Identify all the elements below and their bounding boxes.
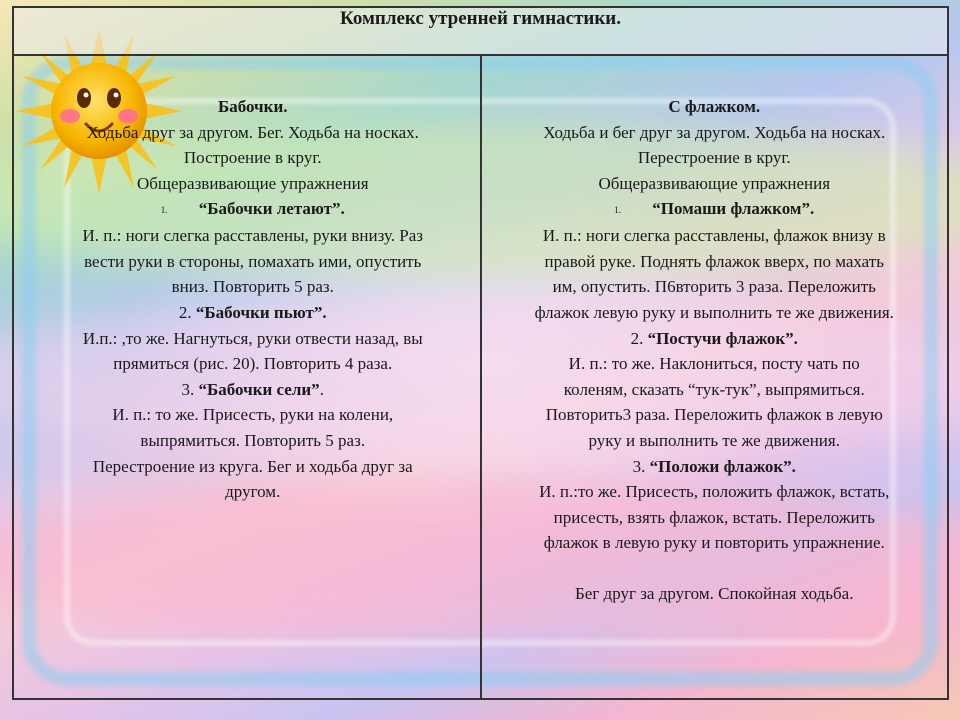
text-line: И. п.: ноги слегка расставлены, руки внизу. Раз: [82, 226, 423, 246]
spacer: [490, 556, 940, 581]
exercise-name-dot: .: [319, 379, 324, 399]
section-title: С флажком.: [668, 97, 761, 116]
text-line: правой руке. Поднять флажок вверх, по махать: [544, 251, 884, 271]
text-line: И.п.: ,то же. Нагнуться, руки отвести назад, вы: [82, 328, 423, 348]
text-line: флажок в левую руку и повторить упражнение.: [543, 533, 885, 553]
exercise-number: 3.: [632, 456, 646, 476]
text-line: им, опустить. П6вторить 3 раза. Переложить: [552, 277, 876, 297]
text-line: вниз. Повторить 5 раз.: [171, 277, 334, 297]
column-butterflies: [13, 55, 481, 699]
column-flag: [481, 55, 949, 699]
exercise-heading: [490, 454, 940, 480]
table-title: Комплекс утренней гимнастики.: [13, 7, 948, 55]
text-line: Перестроение в круг.: [637, 148, 791, 168]
exercise-heading: [32, 196, 474, 223]
text-line: вести руки в стороны, помахать ими, опустить: [84, 251, 422, 271]
text-line: Ходьба друг за другом. Бег. Ходьба на носках.: [86, 122, 419, 142]
text-line: Повторить3 раза. Переложить флажок в левую: [545, 405, 883, 425]
text-line: присесть, взять флажок, встать. Переложить: [553, 507, 875, 527]
exercise-name: “Бабочки сели”: [198, 379, 320, 399]
exercise-number: 1.: [160, 204, 168, 215]
exercise-heading: [490, 196, 940, 223]
exercise-heading: [32, 300, 474, 326]
text-line: руку и выполнить те же движения.: [588, 431, 840, 451]
exercise-number: 2.: [178, 303, 192, 323]
exercise-name: “Бабочки пьют”.: [195, 303, 327, 323]
exercise-name: “Положи флажок”.: [649, 456, 796, 476]
text-line: И. п.: то же. Наклониться, посту чать по: [568, 354, 860, 374]
exercise-heading: [32, 377, 474, 403]
exercise-number: 1.: [614, 204, 621, 215]
exercise-name: “Помаши флажком”.: [652, 199, 815, 219]
section-title: Бабочки.: [217, 97, 288, 116]
text-line: коленям, сказать “тук-тук”, выпрямиться.: [563, 379, 865, 399]
text-line: Общеразвивающие упражнения: [598, 173, 831, 193]
text-line: Бег друг за другом. Спокойная ходьба.: [575, 583, 854, 603]
text-line: Построение в круг.: [183, 148, 322, 168]
exercise-heading: [490, 326, 940, 352]
text-line: И. п.: то же. Присесть, руки на колени,: [112, 405, 394, 425]
exercise-number: 3.: [181, 379, 195, 399]
text-line: И. п.:то же. Присесть, положить флажок, встать,: [539, 482, 890, 502]
text-line: прямиться (рис. 20). Повторить 4 раза.: [113, 354, 393, 374]
text-line: Перестроение из круга. Бег и ходьба друг за: [92, 456, 413, 476]
text-line: Общеразвивающие упражнения: [136, 173, 369, 193]
exercise-number: 2.: [630, 328, 644, 348]
text-line: выпрямиться. Повторить 5 раз.: [140, 431, 366, 451]
text-line: И. п.: ноги слегка расставлены, флажок внизу в: [542, 226, 886, 246]
exercise-name: “Бабочки летают”.: [198, 199, 345, 219]
text-line: Ходьба и бег друг за другом. Ходьба на носках.: [543, 122, 886, 142]
text-line: флажок левую руку и выполнить те же движения.: [534, 303, 894, 323]
gymnastics-table: [12, 6, 949, 700]
text-line: другом.: [225, 482, 281, 502]
exercise-name: “Постучи флажок”.: [647, 328, 798, 348]
